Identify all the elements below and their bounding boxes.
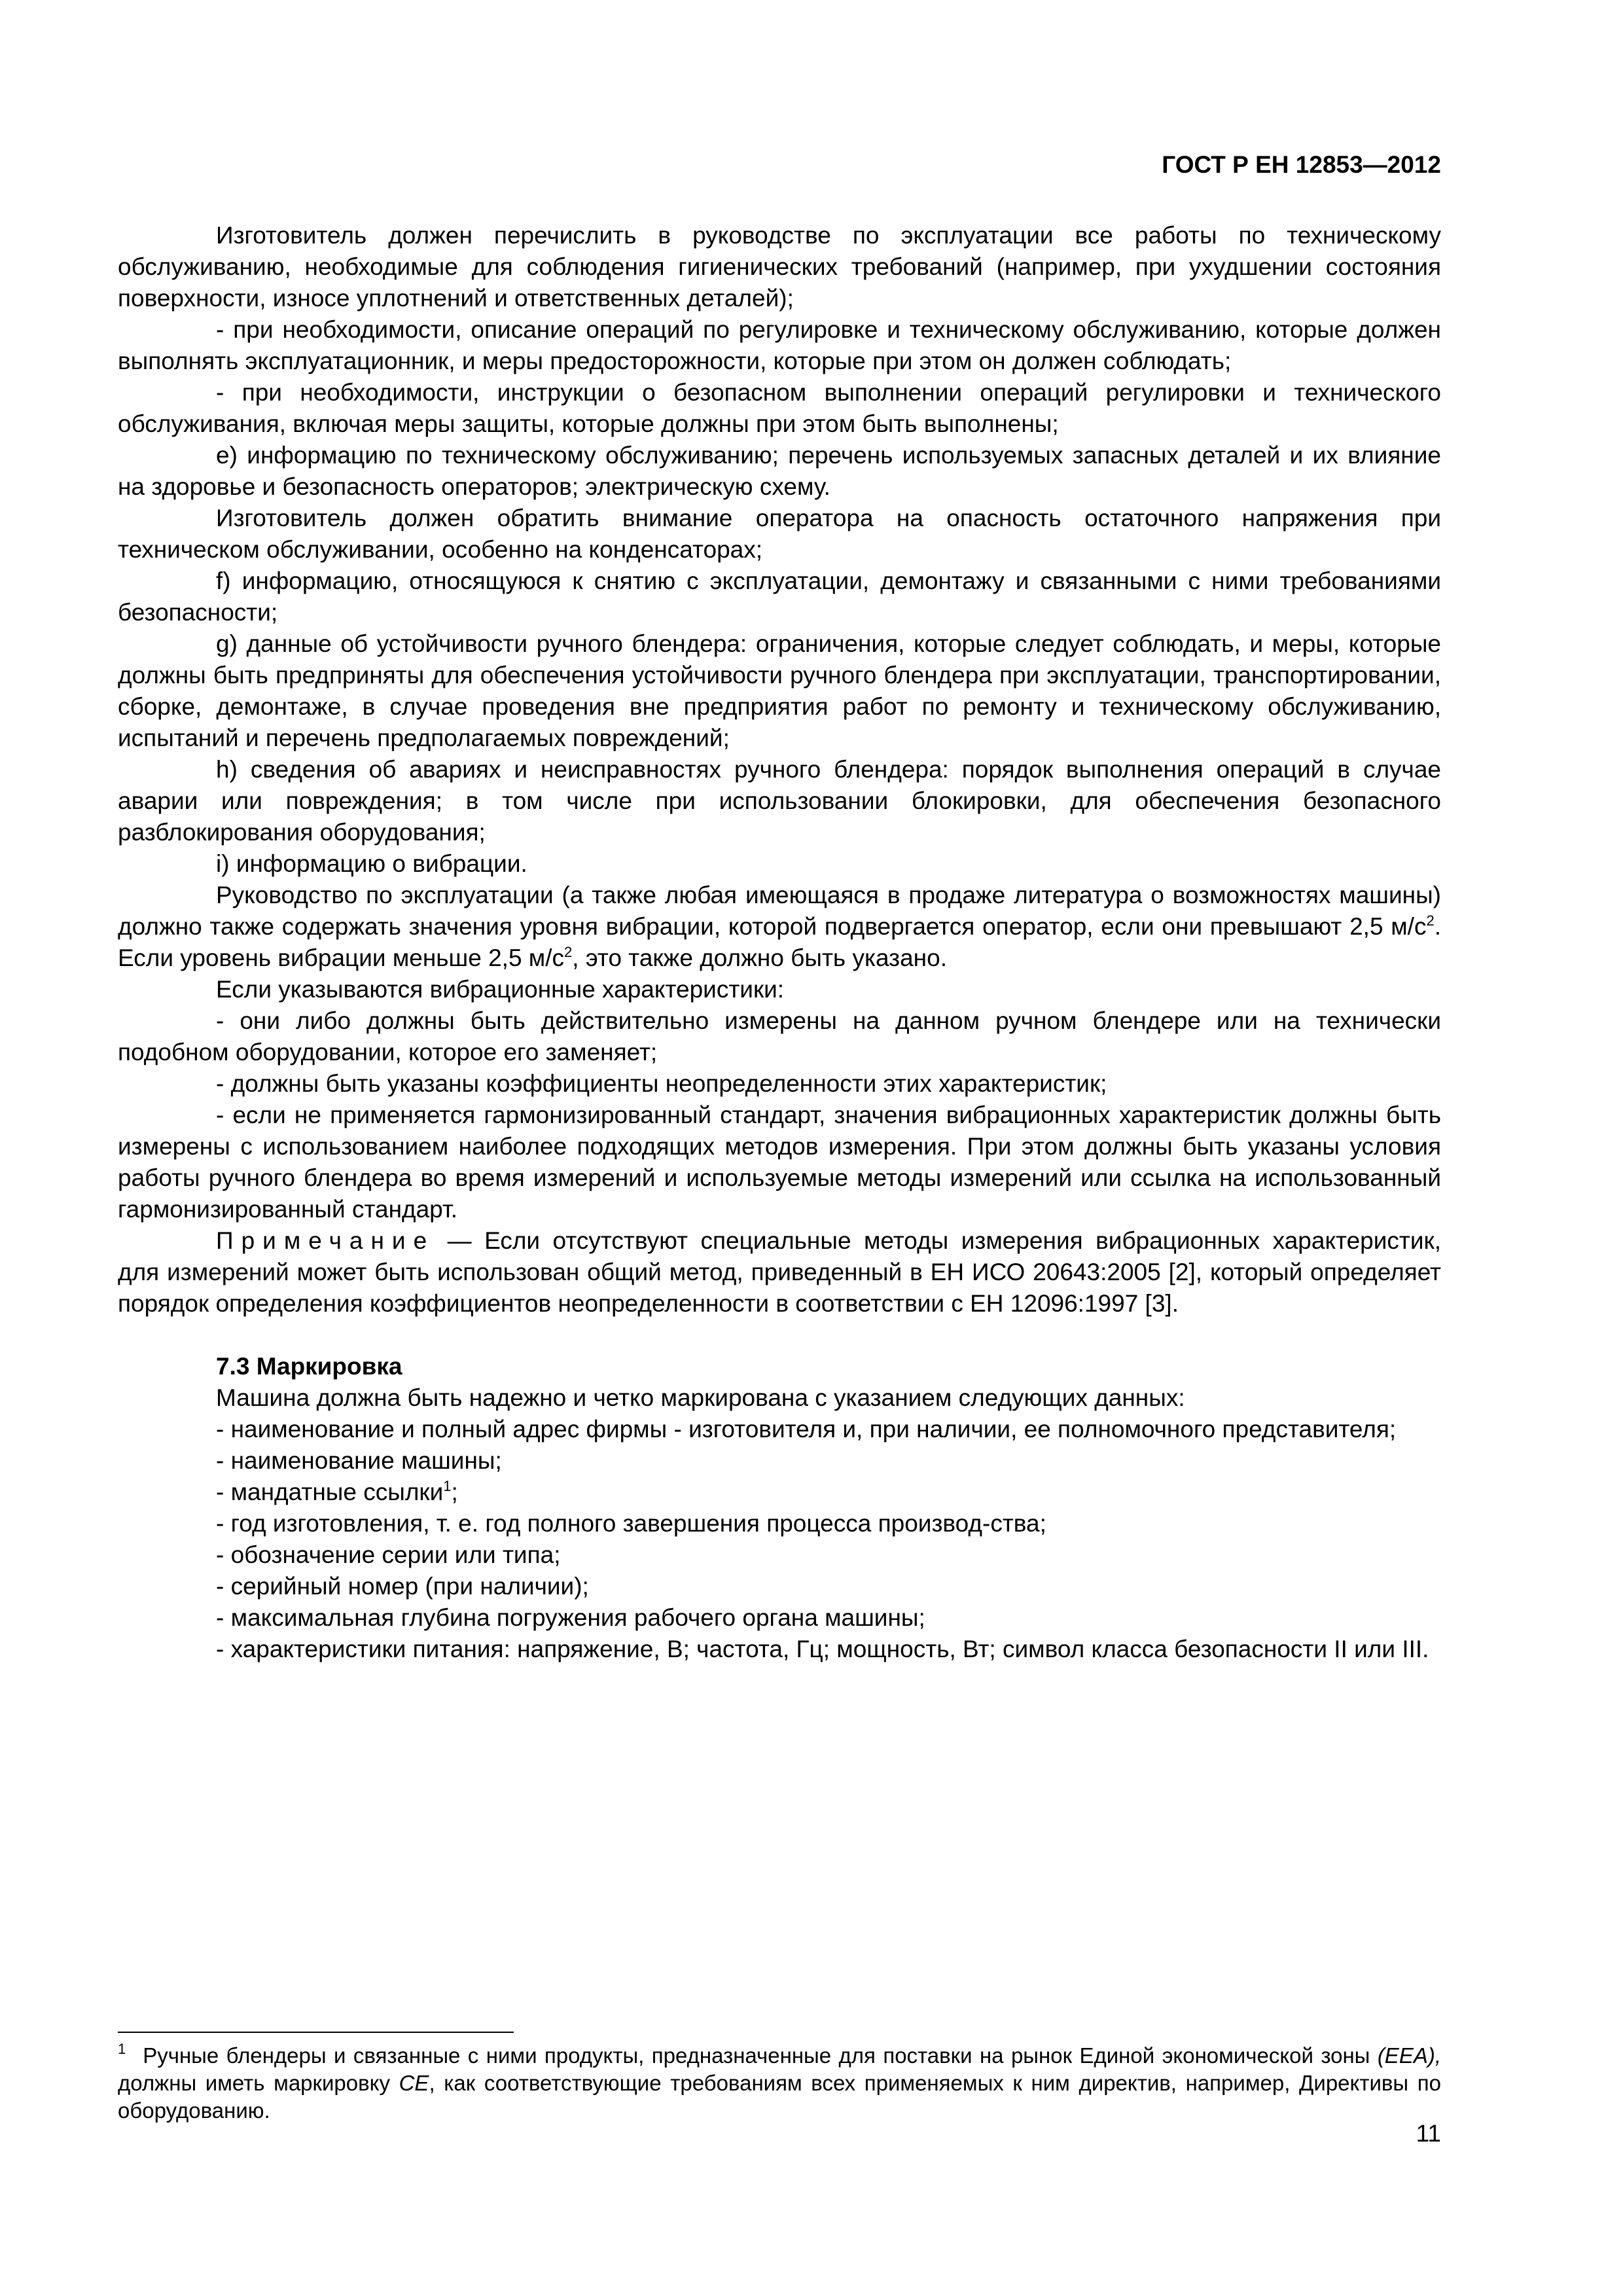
text-span: - мандатные ссылки <box>216 1479 444 1505</box>
text-span: , это также должно быть указано. <box>572 944 947 971</box>
footnote-text-italic: CE <box>399 2071 429 2095</box>
paragraph: - они либо должны быть действительно измерены на данном ручном блендере или на технически подобном оборудовании, которое его заменяет; <box>118 1007 1441 1066</box>
footnote-text: должны иметь маркировку <box>118 2071 399 2095</box>
paragraph: е) информацию по техническому обслуживанию; перечень используемых запасных деталей и их влияние на здоровье и безопасность операторов; электрическую схему. <box>118 442 1441 500</box>
text-span: Руководство по эксплуатации (а также любая имеющаяся в продаже литература о возможностях машины) должно также содержать значения уровня вибрации, которой подвергается оператор, если они превышают 2,5 м/с <box>118 882 1441 940</box>
footnote-divider <box>118 2032 514 2033</box>
list-item: - наименование и полный адрес фирмы - изготовителя и, при наличии, ее полномочного представителя; <box>216 1416 1397 1443</box>
superscript: 2 <box>564 944 573 960</box>
footnote-text-italic: (EEA), <box>1377 2043 1441 2068</box>
list-item <box>118 1477 1441 1508</box>
text-span: . Если уровень вибрации меньше 2,5 м/с <box>118 913 1441 971</box>
footnote <box>118 2042 1441 2125</box>
list-item: - год изготовления, т. е. год полного завершения процесса производ-ства; <box>216 1510 1046 1537</box>
paragraph: - должны быть указаны коэффициенты неопределенности этих характеристик; <box>216 1070 1107 1097</box>
superscript: 2 <box>1426 912 1435 929</box>
list-item: - характеристики питания: напряжение, В; частота, Гц; мощность, Вт; символ класса безопасности II или III. <box>216 1636 1429 1662</box>
paragraph: - при необходимости, инструкции о безопасном выполнении операций регулировки и технического обслуживания, включая меры защиты, которые должны при этом быть выполнены; <box>118 379 1441 437</box>
note-label: Примечание <box>216 1227 435 1254</box>
note-text: — Если отсутствуют специальные методы измерения вибрационных характеристик, для измерений может быть использован общий метод, приведенный в ЕН ИСО 20643:2005 [2], который определяет порядок определения коэффициентов неопределенности в соответствии с ЕН 12096:1997 [3]. <box>118 1227 1441 1317</box>
paragraph: - при необходимости, описание операций по регулировке и техническому обслуживанию, которые должен выполнять эксплуатационник, и меры предосторожности, которые при этом он должен соблюдать; <box>118 316 1441 374</box>
note-paragraph <box>118 1225 1441 1319</box>
list-item: - обозначение серии или типа; <box>216 1541 561 1568</box>
list-item: - серийный номер (при наличии); <box>216 1573 589 1600</box>
paragraph: i) информацию о вибрации. <box>216 850 527 877</box>
paragraph: Изготовитель должен обратить внимание оператора на опасность остаточного напряжения при техническом обслуживании, особенно на конденсаторах; <box>118 505 1441 563</box>
footnote-mark: 1 <box>118 2041 126 2057</box>
paragraph: - если не применяется гармонизированный стандарт, значения вибрационных характеристик должны быть измерены с использованием наиболее подходящих методов измерения. При этом должны быть указаны условия работы ручного блендера во время измерений и используемые методы измерений или ссылка на использованный гармонизированный стандарт. <box>118 1102 1441 1223</box>
footnote-reference[interactable]: 1 <box>443 1478 452 1494</box>
footnote-text: Ручные блендеры и связанные с ними продукты, предназначенные для поставки на рынок Единой экономической зоны <box>143 2043 1378 2068</box>
section-title: 7.3 Маркировка <box>216 1353 402 1380</box>
paragraph: g) данные об устойчивости ручного блендера: ограничения, которые следует соблюдать, и меры, которые должны быть предприняты для обеспечения устойчивости ручного блендера при эксплуатации, транспортировании, сборке, демонтаже, в случае проведения вне предприятия работ по ремонту и техническому обслуживанию, испытаний и перечень предполагаемых повреждений; <box>118 630 1441 751</box>
paragraph: Изготовитель должен перечислить в руководстве по эксплуатации все работы по техническому обслуживанию, необходимые для соблюдения гигиенических требований (например, при ухудшении состояния поверхности, износе уплотнений и ответственных деталей); <box>118 222 1441 312</box>
list-item: - максимальная глубина погружения рабочего органа машины; <box>216 1604 925 1631</box>
text-span: ; <box>451 1479 458 1505</box>
paragraph-vibration-values <box>118 880 1441 974</box>
paragraph: f) информацию, относящуюся к снятию с эксплуатации, демонтажу и связанными с ними требованиями безопасности; <box>118 567 1441 626</box>
document-header: ГОСТ Р ЕН 12853—2012 <box>1162 151 1441 178</box>
paragraph: h) сведения об авариях и неисправностях ручного блендера: порядок выполнения операций в случае аварии или повреждения; в том числе при использовании блокировки, для обеспечения безопасного разблокирования оборудования; <box>118 756 1441 846</box>
list-item: - наименование машины; <box>216 1447 502 1474</box>
paragraph: Если указываются вибрационные характеристики: <box>216 976 785 1003</box>
footnote-text: , как соответствующие требованиям всех применяемых к ним директив, например, Директивы по оборудованию. <box>118 2071 1441 2123</box>
section-intro: Машина должна быть надежно и четко маркирована с указанием следующих данных: <box>216 1384 1185 1411</box>
page-number: 11 <box>1416 2120 1441 2147</box>
document-body <box>118 220 1441 1665</box>
